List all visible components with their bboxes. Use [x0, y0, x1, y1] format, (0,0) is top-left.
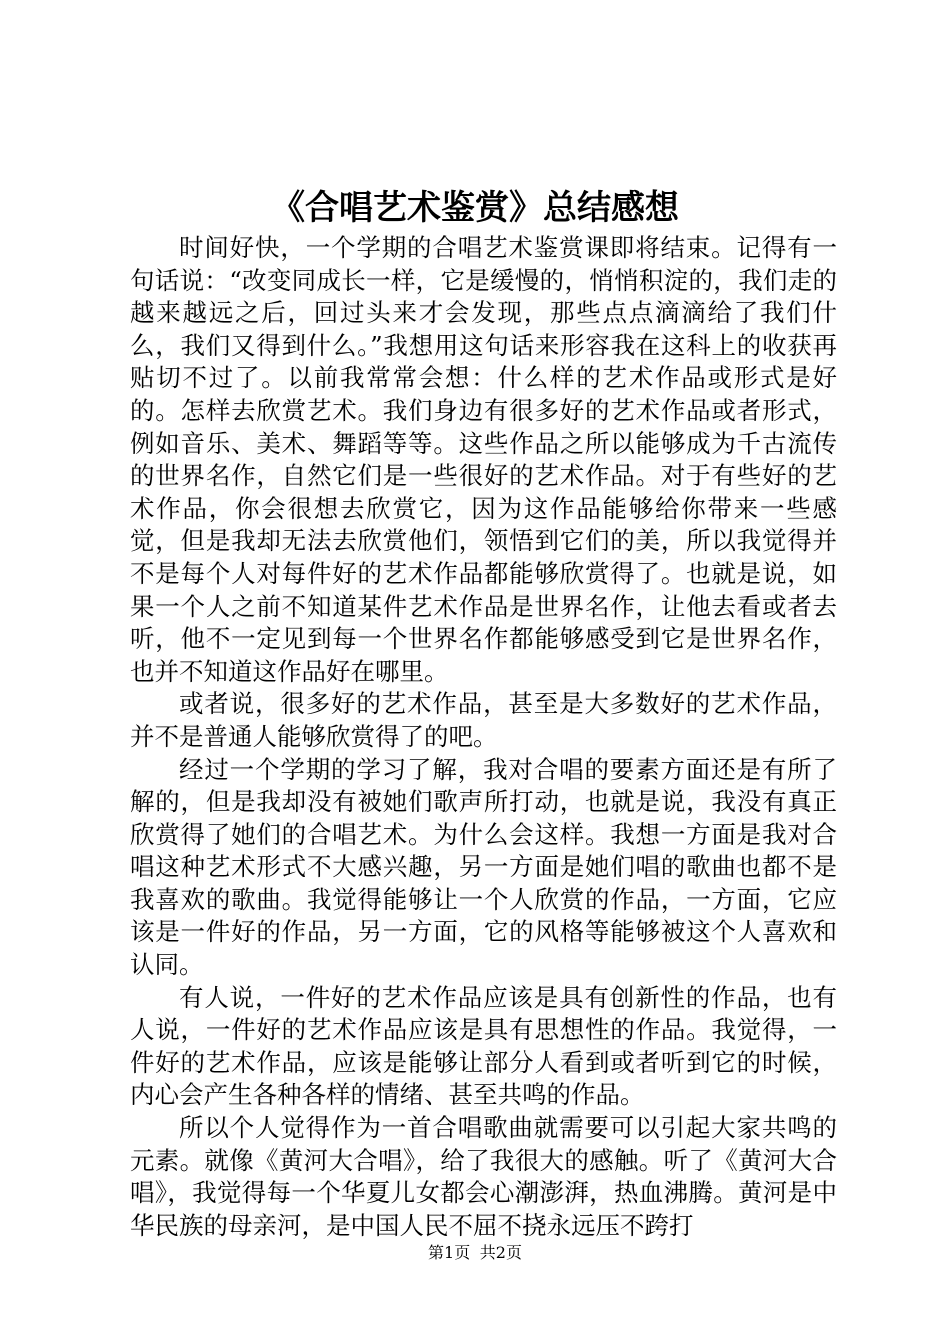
- paragraph: 或者说，很多好的艺术作品，甚至是大多数好的艺术作品，并不是普通人能够欣赏得了的吧。: [130, 689, 837, 751]
- document-body: [130, 232, 837, 1242]
- paragraph: 经过一个学期的学习了解，我对合唱的要素方面还是有所了解的，但是我却没有被她们歌声所打动，也就是说，我没有真正欣赏得了她们的合唱艺术。为什么会这样。我想一方面是我对合唱这种艺术形式不大感兴趣，另一方面是她们唱的歌曲也都不是我喜欢的歌曲。我觉得能够让一个人欣赏的作品，一方面，它应该是一件好的作品，另一方面，它的风格等能够被这个人喜欢和认同。: [130, 754, 837, 980]
- page-total: 共2页: [479, 1243, 522, 1262]
- page-number: 第1页: [428, 1243, 471, 1262]
- paragraph: 有人说，一件好的艺术作品应该是具有创新性的作品，也有人说，一件好的艺术作品应该是具有思想性的作品。我觉得，一件好的艺术作品，应该是能够让部分人看到或者听到它的时候，内心会产生各种各样的情绪、甚至共鸣的作品。: [130, 982, 837, 1110]
- document-title: 《合唱艺术鉴赏》总结感想: [271, 188, 679, 228]
- paragraph: 时间好快，一个学期的合唱艺术鉴赏课即将结束。记得有一句话说：“改变同成长一样，它是缓慢的，悄悄积淀的，我们走的越来越远之后，回过头来才会发现，那些点点滴滴给了我们什么，我们又得到什么。”我想用这句话来形容我在这科上的收获再贴切不过了。以前我常常会想：什么样的艺术作品或形式是好的。怎样去欣赏艺术。我们身边有很多好的艺术作品或者形式，例如音乐、美术、舞蹈等等。这些作品之所以能够成为千古流传的世界名作，自然它们是一些很好的艺术作品。对于有些好的艺术作品，你会很想去欣赏它，因为这作品能够给你带来一些感觉，但是我却无法去欣赏他们，领悟到它们的美，所以我觉得并不是每个人对每件好的艺术作品都能够欣赏得了。也就是说，如果一个人之前不知道某件艺术作品是世界名作，让他去看或者去听，他不一定见到每一个世界名作都能够感受到它是世界名作，也并不知道这作品好在哪里。: [130, 233, 837, 686]
- page-footer: [0, 1242, 950, 1264]
- paragraph: 所以个人觉得作为一首合唱歌曲就需要可以引起大家共鸣的元素。就像《黄河大合唱》，给了我很大的感触。听了《黄河大合唱》，我觉得每一个华夏儿女都会心潮澎湃，热血沸腾。黄河是中华民族的母亲河，是中国人民不屈不挠永远压不跨打: [130, 1113, 837, 1240]
